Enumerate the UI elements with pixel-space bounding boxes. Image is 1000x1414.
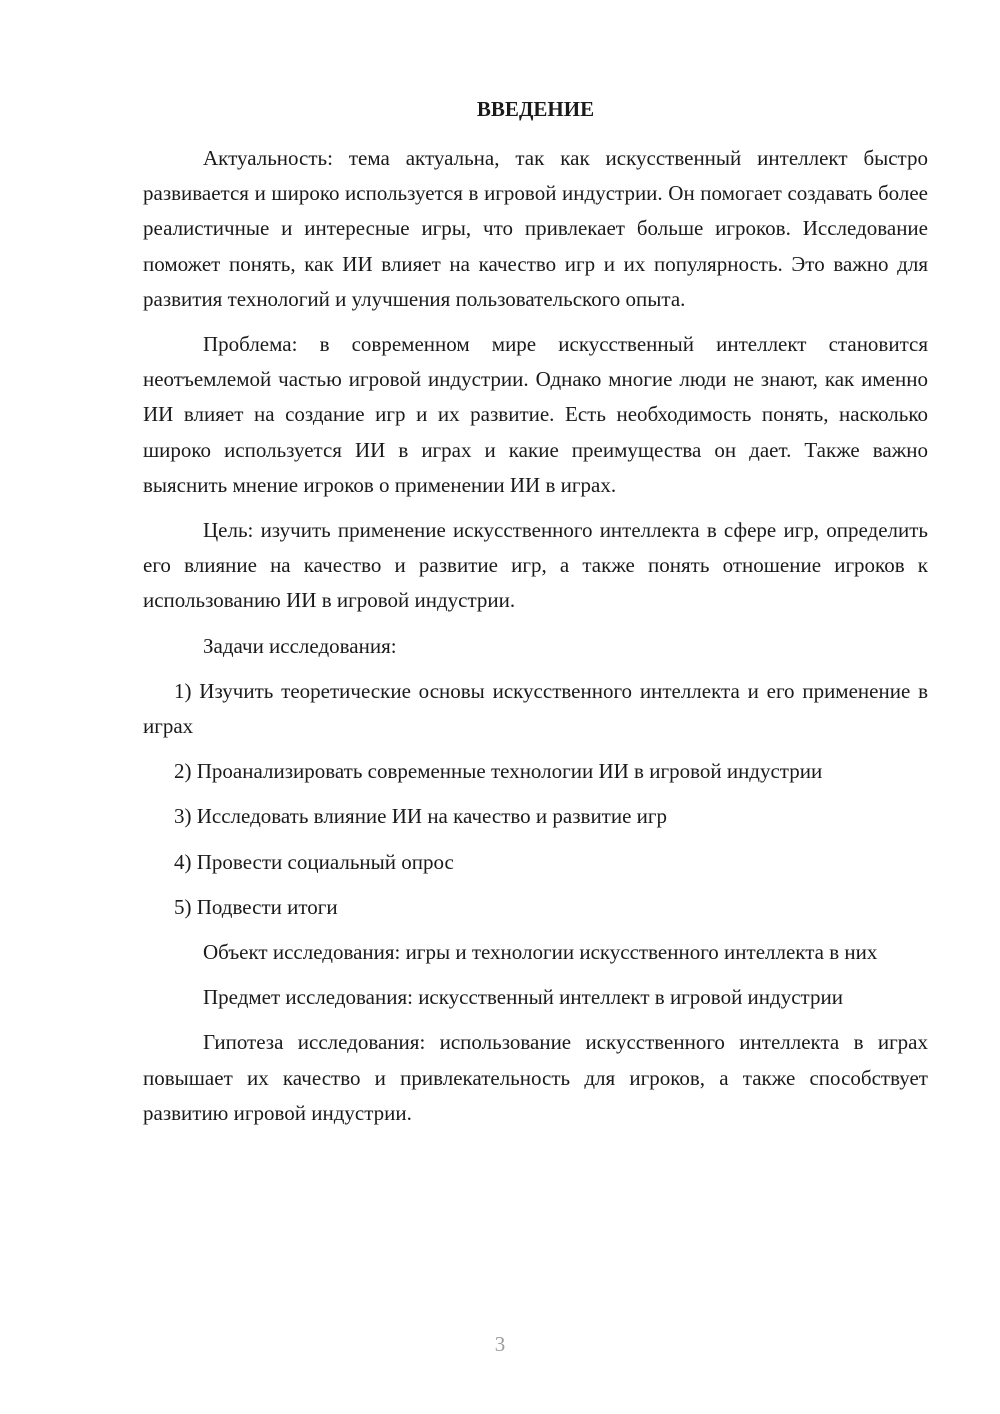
task-item-5: 5) Подвести итоги (174, 894, 338, 919)
task-item-3: 3) Исследовать влияние ИИ на качество и развитие игр (174, 804, 668, 829)
subject-paragraph: Предмет исследования: искусственный интеллект в игровой индустрии (203, 985, 843, 1010)
task-item-2: 2) Проанализировать современные технологии ИИ в игровой индустрии (174, 759, 823, 784)
problem-paragraph: Проблема: в современном мире искусственный интеллект становится неотъемлемой частью игровой индустрии. Однако многие люди не знают, как именно ИИ влияет на создание игр и их развитие. Есть необходимость понять, насколько широко используется ИИ в играх и какие преимущества он дает. Также важно выяснить мнение игроков о применении ИИ в играх. (143, 332, 928, 497)
tasks-heading: Задачи исследования: (203, 633, 397, 658)
document-page (143, 92, 928, 1141)
task-item-4: 4) Провести социальный опрос (174, 849, 454, 874)
task-item-1: 1) Изучить теоретические основы искусственного интеллекта и его применение в играх (143, 678, 928, 739)
hypothesis-paragraph: Гипотеза исследования: использование искусственного интеллекта в играх повышает их качество и привлекательность для игроков, а также способствует развитию игровой индустрии. (143, 1030, 928, 1125)
object-paragraph: Объект исследования: игры и технологии искусственного интеллекта в них (203, 940, 878, 965)
page-number: 3 (494, 1332, 506, 1356)
relevance-paragraph: Актуальность: тема актуальна, так как искусственный интеллект быстро развивается и широко используется в игровой индустрии. Он помогает создавать более реалистичные и интересные игры, что привлекает больше игроков. Исследование поможет понять, как ИИ влияет на качество игр и их популярность. Это важно для развития технологий и улучшения пользовательского опыта. (143, 146, 928, 311)
goal-paragraph: Цель: изучить применение искусственного интеллекта в сфере игр, определить его влияние на качество и развитие игр, а также понять отношение игроков к использованию ИИ в игровой индустрии. (143, 518, 928, 613)
page-title: ВВЕДЕНИЕ (476, 97, 595, 121)
